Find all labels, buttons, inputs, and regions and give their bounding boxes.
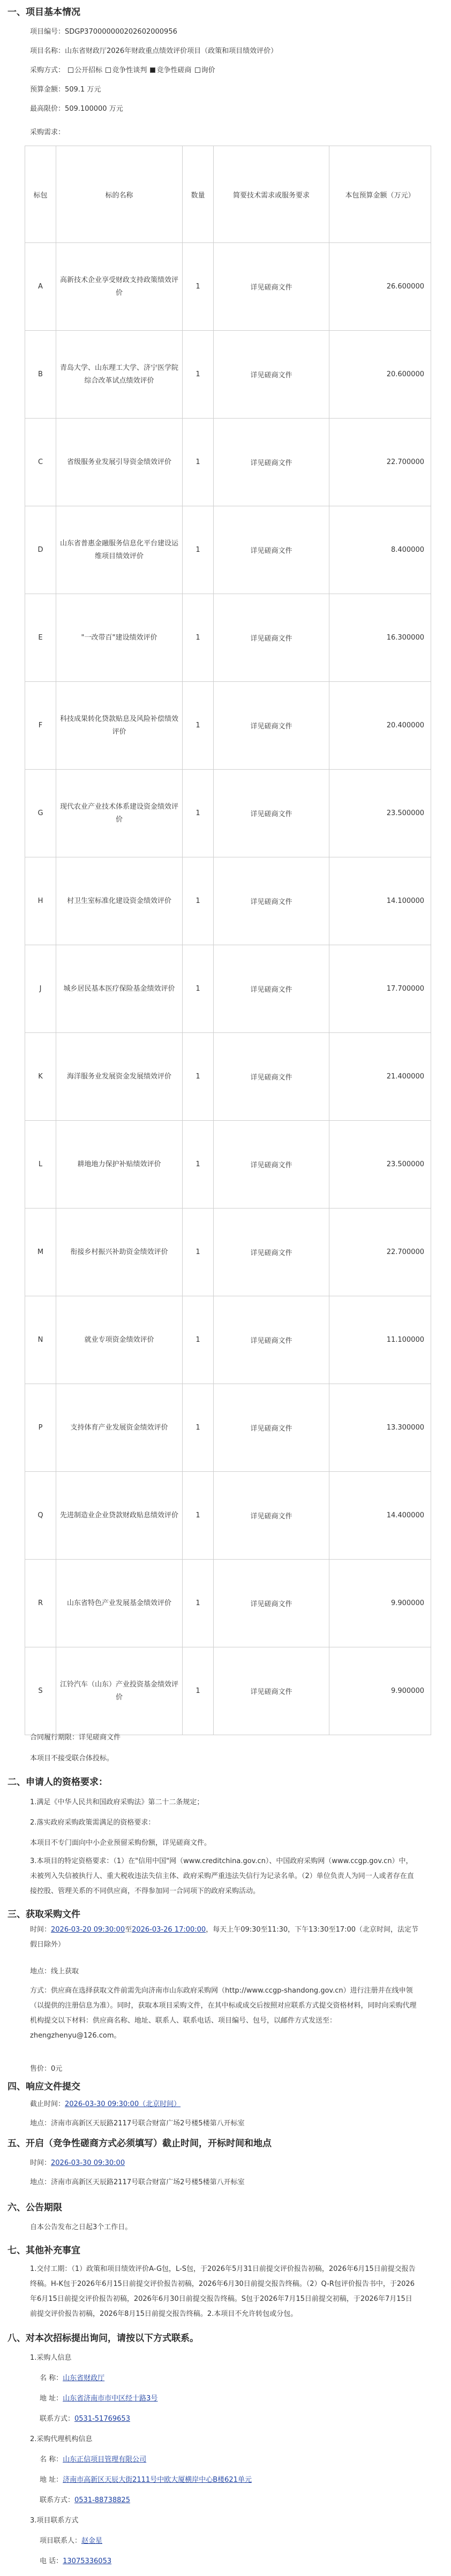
purchaser-address-value: 山东省济南市市中区经十路3号 [63, 2395, 158, 2403]
section-title-notice-period: 六、公告期限 [7, 2202, 62, 2213]
table-cell-qty: 1 [183, 1472, 214, 1560]
table-body [25, 243, 431, 1735]
submission-deadline-label: 截止时间： [30, 2100, 65, 2108]
table-cell-req: 详见磋商文件 [214, 1033, 329, 1121]
table-row [25, 1033, 431, 1121]
table-cell-amt: 9.900000 [329, 1560, 431, 1647]
table-cell-name: 衔接乡村振兴补助资金绩效评价 [56, 1209, 183, 1296]
agency-name [40, 2453, 146, 2464]
section-title-opening: 五、开启（竞争性磋商方式必须填写）截止时间，开标时间和地点 [7, 2138, 272, 2149]
table-cell-qty: 1 [183, 1384, 214, 1472]
table-cell-amt: 8.400000 [329, 506, 431, 594]
column-header: 标包 [25, 146, 56, 243]
procurement-method-label: 采购方式： [30, 66, 65, 74]
table-row [25, 419, 431, 506]
table-cell-name: 省级服务业发展引导资金绩效评价 [56, 419, 183, 506]
purchaser-address-label: 地 址： [40, 2395, 63, 2403]
section-title-qualifications: 二、申请人的资格要求： [7, 1777, 108, 1788]
purchaser-phone [40, 2413, 130, 2423]
checkbox-icon [195, 67, 200, 73]
table-cell-amt: 23.500000 [329, 770, 431, 857]
method-option: 询价 [201, 66, 215, 74]
opening-time-label: 时间： [30, 2159, 51, 2167]
table-cell-amt: 16.300000 [329, 594, 431, 682]
table-cell-pkg: H [25, 857, 56, 945]
column-header: 标的名称 [56, 146, 183, 243]
table-cell-amt: 9.900000 [329, 1647, 431, 1735]
table-cell-name: 海洋服务业发展资金发展绩效评价 [56, 1033, 183, 1121]
table-cell-name: 山东省特色产业发展基金绩效评价 [56, 1560, 183, 1647]
table-cell-amt: 13.300000 [329, 1384, 431, 1472]
section-title-contacts: 八、对本次招标提出询问，请按以下方式联系。 [7, 2333, 199, 2344]
table-row [25, 770, 431, 857]
table-cell-req: 详见磋商文件 [214, 1472, 329, 1560]
agency-address-label: 地 址： [40, 2476, 63, 2484]
table-cell-name: 村卫生室标准化建设资金绩效评价 [56, 857, 183, 945]
table-row [25, 1296, 431, 1384]
obtain-time-to: 至 [125, 1926, 132, 1934]
checkbox-icon [150, 67, 155, 73]
table-cell-name: 科技成果转化贷款贴息及风险补偿绩效评价 [56, 682, 183, 770]
other-matters: 1.交付工期：（1）政策和项目绩效评价A-G包，L-S包，于2026年5月31日前提交评价报告初稿，2026年6月15日前提交报告终稿。H-K包于2026年6月15日前提交评价报告初稿，2026年6月30日前提交报告终稿。（2）Q-R包评价报告书中，于2026年6月15日前提交评价报告初稿，2026年6月30日前提交报告终稿。S包于2026年7月15日前提交初稿，于2026年7月15日前提交评价报告初稿，2026年8月15日前提交报告终稿。2.本项目不允许转包或分包。 [30, 2265, 416, 2318]
table-cell-qty: 1 [183, 857, 214, 945]
table-row [25, 1209, 431, 1296]
procurement-table [25, 146, 431, 1735]
table-row [25, 594, 431, 682]
table-cell-req: 详见磋商文件 [214, 1121, 329, 1209]
table-cell-pkg: E [25, 594, 56, 682]
opening-time-value: 2026-03-30 09:30:00 [51, 2159, 125, 2167]
opening-time [30, 2157, 125, 2167]
purchaser-info-heading: 1.采购人信息 [30, 2354, 72, 2362]
procurement-method [30, 64, 215, 74]
table-row [25, 857, 431, 945]
table-cell-pkg: K [25, 1033, 56, 1121]
table-cell-qty: 1 [183, 1209, 214, 1296]
agency-phone-value: 0531-88738825 [74, 2496, 130, 2504]
obtain-time-rest: ，每天上午09:30至11:30，下午13:30至17:00（北京时间，法定节假日除外） [30, 1926, 419, 1949]
table-cell-amt: 14.100000 [329, 857, 431, 945]
agency-info-heading: 2.采购代理机构信息 [30, 2435, 93, 2443]
table-cell-pkg: A [25, 243, 56, 331]
table-row [25, 1647, 431, 1735]
project-contact-phone [40, 2555, 111, 2565]
submission-deadline [30, 2098, 181, 2108]
project-contact-label: 项目联系人： [40, 2537, 82, 2545]
table-cell-qty: 1 [183, 1560, 214, 1647]
table-cell-qty: 1 [183, 243, 214, 331]
purchaser-name-label: 名 称： [40, 2374, 63, 2382]
table-cell-req: 详见磋商文件 [214, 857, 329, 945]
agency-name-value: 山东正信项目管理有限公司 [63, 2456, 147, 2464]
document-price: 售价：0元 [30, 2065, 63, 2073]
table-cell-amt: 26.600000 [329, 243, 431, 331]
table-cell-qty: 1 [183, 1296, 214, 1384]
table-cell-amt: 21.400000 [329, 1033, 431, 1121]
project-contact-person [40, 2535, 102, 2545]
table-row [25, 1472, 431, 1560]
checkbox-icon [106, 67, 111, 73]
table-cell-name: 江铃汽车（山东）产业投资基金绩效评价 [56, 1647, 183, 1735]
table-cell-pkg: F [25, 682, 56, 770]
qualification-3: 3.本项目的特定资格要求：（1）在"信用中国"网（www.creditchina.gov.cn）、中国政府采购网（www.ccgp.gov.cn）中，未被列入失信被执行人、重大税收违法失信主体、政府采购严重违法失信行为记录名单。（2）单位负责人为同一人或者存在直接控股、管理关系的不同供应商，不得参加同一合同项下的政府采购活动。 [30, 1857, 414, 1895]
table-cell-pkg: L [25, 1121, 56, 1209]
table-cell-pkg: N [25, 1296, 56, 1384]
column-header: 本包预算金额（万元） [329, 146, 431, 243]
table-cell-name: 先进制造业企业贷款财政贴息绩效评价 [56, 1472, 183, 1560]
table-cell-name: 山东省普惠金融服务信息化平台建设运维项目绩效评价 [56, 506, 183, 594]
qualification-1: 1.满足《中华人民共和国政府采购法》第二十二条规定； [30, 1798, 204, 1806]
table-cell-qty: 1 [183, 1121, 214, 1209]
obtain-time [30, 1922, 419, 1952]
section-title-obtain-docs: 三、获取采购文件 [7, 1909, 80, 1920]
table-cell-req: 详见磋商文件 [214, 419, 329, 506]
table-cell-qty: 1 [183, 1647, 214, 1735]
column-header: 简要技术需求或服务要求 [214, 146, 329, 243]
method-option: 竞争性磋商 [156, 66, 192, 74]
table-row [25, 243, 431, 331]
table-cell-req: 详见磋商文件 [214, 1209, 329, 1296]
purchaser-name [40, 2372, 104, 2382]
table-cell-name: 城乡居民基本医疗保险基金绩效评价 [56, 945, 183, 1033]
obtain-method: 方式：供应商在选择获取文件前需先向济南市山东政府采购网（http://www.ccgp-shandong.gov.cn）进行注册并在线申领（以提供的注册信息为准）。同时，获取本项目采购文件，在其中标或成交后按照对应联系方式提交资格材料，同时向采购代理机构提交以下材料：供应商名称、地址、联系人、联系电话、项目编号、包号，以邮件方式发送至：zhengzhenyu@126.com。 [30, 1987, 417, 2040]
table-header-row [25, 146, 431, 243]
table-row [25, 506, 431, 594]
agency-address-value: 济南市高新区天辰大街2111号中欧大厦横岸中心B楼621单元 [63, 2476, 252, 2484]
table-cell-pkg: D [25, 506, 56, 594]
table-cell-qty: 1 [183, 594, 214, 682]
project-contact-value: 赵金星 [81, 2537, 103, 2545]
table-row [25, 1121, 431, 1209]
section-title-basic-info: 一、项目基本情况 [7, 7, 80, 18]
obtain-time-label: 时间： [30, 1926, 51, 1934]
requirements-label: 采购需求： [30, 128, 65, 136]
obtain-place: 地点：线上获取 [30, 1967, 79, 1975]
section-title-submission: 四、响应文件提交 [7, 2081, 80, 2092]
table-cell-req: 详见磋商文件 [214, 770, 329, 857]
table-row [25, 1560, 431, 1647]
purchaser-name-value: 山东省财政厅 [63, 2374, 105, 2382]
purchaser-address [40, 2392, 157, 2403]
table-row [25, 331, 431, 419]
budget-amount: 预算金额：509.1 万元 [30, 86, 101, 94]
table-cell-pkg: Q [25, 1472, 56, 1560]
table-cell-pkg: M [25, 1209, 56, 1296]
table-cell-name: 青岛大学、山东理工大学、济宁医学院综合改革试点绩效评价 [56, 331, 183, 419]
table-cell-req: 详见磋商文件 [214, 594, 329, 682]
table-cell-req: 详见磋商文件 [214, 1647, 329, 1735]
table-cell-amt: 22.700000 [329, 419, 431, 506]
section-title-other: 七、其他补充事宜 [7, 2245, 80, 2256]
notice-period: 自本公告发布之日起3个工作日。 [30, 2223, 132, 2231]
method-option: 公开招标 [74, 66, 103, 74]
consortium-note: 本项目不接受联合体投标。 [30, 1754, 114, 1762]
table-cell-qty: 1 [183, 682, 214, 770]
table-cell-qty: 1 [183, 506, 214, 594]
project-contact-phone-label: 电 话： [40, 2557, 63, 2565]
agency-address [40, 2474, 252, 2484]
table-cell-amt: 11.100000 [329, 1296, 431, 1384]
table-row [25, 1384, 431, 1472]
table-cell-amt: 23.500000 [329, 1121, 431, 1209]
obtain-time-end: 2026-03-26 17:00:00 [132, 1926, 206, 1934]
table-cell-pkg: C [25, 419, 56, 506]
table-row [25, 682, 431, 770]
max-price: 最高限价：509.100000 万元 [30, 105, 123, 113]
table-cell-pkg: S [25, 1647, 56, 1735]
table-cell-qty: 1 [183, 331, 214, 419]
table-cell-name: 就业专项资金绩效评价 [56, 1296, 183, 1384]
table-cell-req: 详见磋商文件 [214, 945, 329, 1033]
obtain-time-start: 2026-03-20 09:30:00 [51, 1926, 125, 1934]
method-option: 竞争性谈判 [112, 66, 147, 74]
table-cell-name: 现代农业产业技术体系建设资金绩效评价 [56, 770, 183, 857]
purchaser-phone-value: 0531-51769653 [74, 2415, 130, 2423]
table-cell-amt: 20.400000 [329, 682, 431, 770]
project-name: 项目名称：山东省财政厅2026年财政重点绩效评价项目（政策和项目绩效评价） [30, 47, 278, 55]
table-row [25, 945, 431, 1033]
table-cell-name: 高新技术企业享受财政支持政策绩效评价 [56, 243, 183, 331]
submission-place: 地点：济南市高新区天辰路2117号联合财富广场2号楼5楼第八开标室 [30, 2119, 245, 2127]
table-cell-req: 详见磋商文件 [214, 1560, 329, 1647]
agency-phone [40, 2494, 130, 2504]
agency-name-label: 名 称： [40, 2456, 63, 2464]
table-cell-req: 详见磋商文件 [214, 682, 329, 770]
table-cell-amt: 20.600000 [329, 331, 431, 419]
table-cell-req: 详见磋商文件 [214, 331, 329, 419]
table-cell-amt: 14.400000 [329, 1472, 431, 1560]
table-cell-req: 详见磋商文件 [214, 1384, 329, 1472]
table-cell-name: "一改带百"建设绩效评价 [56, 594, 183, 682]
qualification-2a: 本项目不专门面向中小企业预留采购份额，详见磋商文件。 [30, 1839, 212, 1847]
table-cell-amt: 17.700000 [329, 945, 431, 1033]
table-cell-qty: 1 [183, 1033, 214, 1121]
contract-period: 合同履行期限：详见磋商文件 [30, 1734, 121, 1742]
table-cell-pkg: J [25, 945, 56, 1033]
opening-place: 地点：济南市高新区天辰路2117号联合财富广场2号楼5楼第八开标室 [30, 2178, 245, 2186]
checkbox-icon [68, 67, 73, 73]
table-cell-name: 耕地地力保护补贴绩效评价 [56, 1121, 183, 1209]
purchaser-phone-label: 联系方式： [40, 2415, 75, 2423]
qualification-2: 2.落实政府采购政策需满足的资格要求： [30, 1819, 155, 1827]
project-contact-heading: 3.项目联系方式 [30, 2517, 79, 2525]
table-cell-amt: 22.700000 [329, 1209, 431, 1296]
table-cell-pkg: B [25, 331, 56, 419]
project-number: 项目编号：SDGP370000000202602000956 [30, 28, 177, 36]
table-cell-qty: 1 [183, 770, 214, 857]
table-cell-qty: 1 [183, 419, 214, 506]
table-cell-pkg: P [25, 1384, 56, 1472]
table-cell-req: 详见磋商文件 [214, 506, 329, 594]
submission-deadline-value: 2026-03-30 09:30:00（北京时间） [65, 2100, 181, 2108]
table-cell-pkg: R [25, 1560, 56, 1647]
column-header: 数量 [183, 146, 214, 243]
table-cell-qty: 1 [183, 945, 214, 1033]
project-contact-phone-value: 13075336053 [63, 2557, 112, 2565]
table-cell-req: 详见磋商文件 [214, 1296, 329, 1384]
agency-phone-label: 联系方式： [40, 2496, 75, 2504]
table-cell-req: 详见磋商文件 [214, 243, 329, 331]
table-cell-pkg: G [25, 770, 56, 857]
table-cell-name: 支持体育产业发展资金绩效评价 [56, 1384, 183, 1472]
